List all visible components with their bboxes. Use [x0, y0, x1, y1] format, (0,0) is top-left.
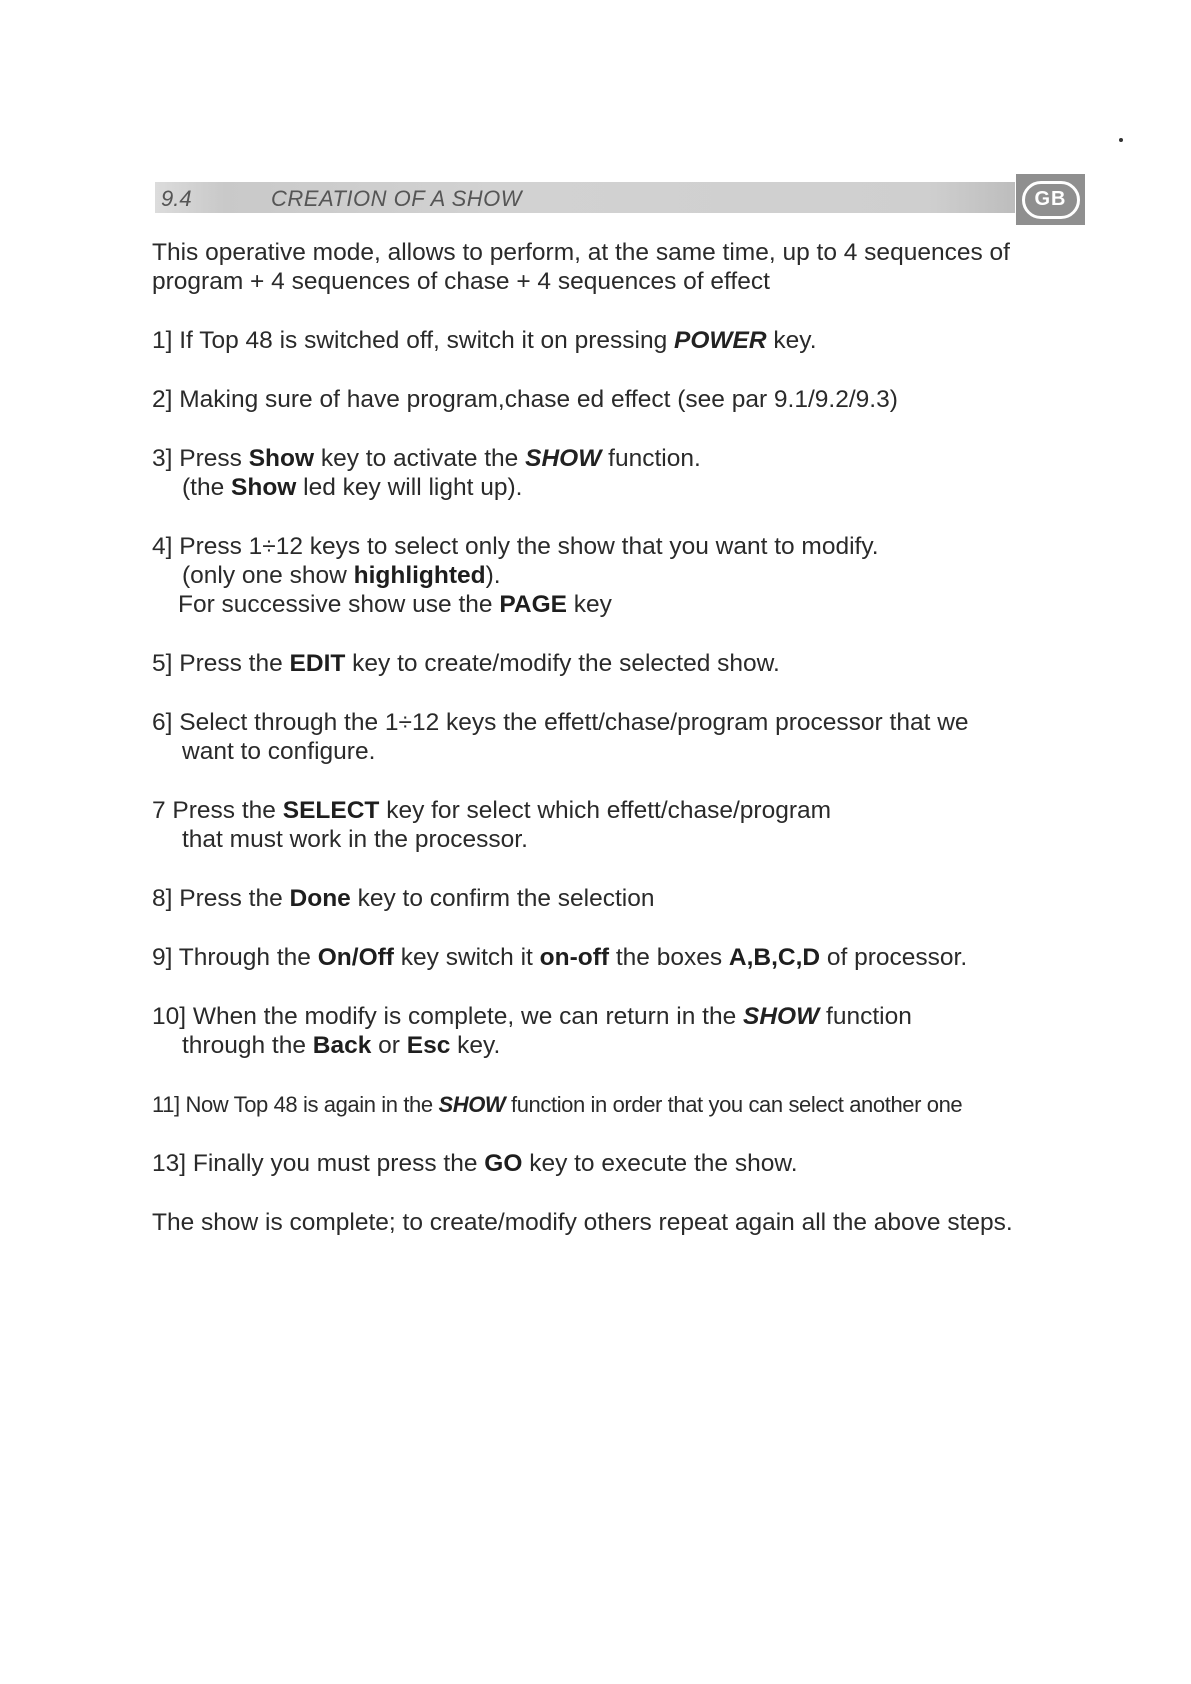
show-function-ref-2: SHOW [743, 1003, 820, 1030]
boxes-ref: A,B,C,D [728, 944, 821, 971]
step-5-text-end: key to create/modify the selected show. [345, 650, 780, 677]
power-key-ref: POWER [674, 327, 767, 354]
show-key-ref: Show [248, 445, 315, 472]
step-7-text-mid: key for select which effett/chase/program [379, 797, 832, 824]
step-7-text: 7 Press the [152, 797, 283, 824]
step-11 [152, 1090, 1082, 1119]
step-4-page-note [152, 590, 1082, 619]
step-7-text-cont: that must work in the processor. [182, 826, 528, 853]
edit-key-ref: EDIT [289, 650, 346, 677]
step-10-note-mid: or [371, 1032, 407, 1059]
step-9-text: 9] Through the [152, 944, 318, 971]
step-8-text: 8] Press the [152, 885, 290, 912]
step-10-note [152, 1031, 1082, 1060]
page-key-ref: PAGE [499, 591, 567, 618]
intro-paragraph: This operative mode, allows to perform, at the same time, up to 4 sequences of program + 4 sequences of chase + 4 sequences of effect [152, 239, 1010, 295]
step-9 [152, 943, 1082, 972]
closing-paragraph: The show is complete; to create/modify others repeat again all the above steps. [152, 1209, 1013, 1236]
step-13-text-end: key to execute the show. [522, 1150, 798, 1177]
show-function-ref: SHOW [525, 445, 602, 472]
step-4-text: 4] Press 1÷12 keys to select only the show that you want to modify. [152, 533, 879, 560]
step-4 [152, 532, 1082, 619]
select-key-ref: SELECT [282, 797, 380, 824]
step-13 [152, 1149, 1082, 1178]
step-8 [152, 884, 1082, 913]
language-badge [1016, 174, 1085, 225]
step-10-note-start: through the [182, 1032, 313, 1059]
step-13-text: 13] Finally you must press the [152, 1150, 485, 1177]
step-4-note [152, 561, 1082, 590]
step-1-text-end: key. [766, 327, 817, 354]
step-2 [152, 385, 1082, 414]
step-9-text-mid2: the boxes [609, 944, 729, 971]
step-8-text-end: key to confirm the selection [350, 885, 655, 912]
step-2-text: 2] Making sure of have program,chase ed effect (see par 9.1/9.2/9.3) [152, 386, 898, 413]
step-5-text: 5] Press the [152, 650, 290, 677]
step-7 [152, 796, 1082, 854]
esc-key-ref: Esc [406, 1032, 451, 1059]
speck-mark [1119, 138, 1123, 142]
step-6 [152, 708, 1082, 766]
step-4-page-start: For successive show use the [178, 591, 500, 618]
section-title: CREATION OF A SHOW [271, 186, 523, 211]
onoff-key-ref: On/Off [317, 944, 394, 971]
step-10-text: 10] When the modify is complete, we can return in the [152, 1003, 744, 1030]
step-4-note-end: ). [485, 562, 501, 589]
step-10-note-end: key. [450, 1032, 501, 1059]
step-11-text-end: function in order that you can select another one [505, 1092, 963, 1117]
step-10-text-end: function [819, 1003, 912, 1030]
go-key-ref: GO [484, 1150, 523, 1177]
step-1 [152, 326, 1082, 355]
step-6-text-cont: want to configure. [182, 738, 376, 765]
step-3-text: 3] Press [152, 445, 249, 472]
step-9-text-mid: key switch it [393, 944, 540, 971]
step-3-text-mid: key to activate the [314, 445, 526, 472]
step-9-text-end: of processor. [820, 944, 968, 971]
language-badge-label: GB [1022, 181, 1080, 219]
step-3-note-start: (the [182, 474, 232, 501]
step-11-text: 11] Now Top 48 is again in the [152, 1092, 439, 1117]
step-10 [152, 1002, 1082, 1060]
section-header [155, 182, 1005, 226]
step-5 [152, 649, 1082, 678]
step-4-page-end: key [566, 591, 612, 618]
body-content [152, 238, 1082, 1237]
done-key-ref: Done [289, 885, 351, 912]
step-3-note [152, 473, 1082, 502]
step-3-note-end: led key will light up). [296, 474, 523, 501]
section-number: 9.4 [161, 186, 192, 211]
on-off-ref: on-off [539, 944, 610, 971]
step-3 [152, 444, 1082, 502]
step-4-note-start: (only one show [182, 562, 354, 589]
step-3-text-end: function. [601, 445, 701, 472]
show-function-ref-3: SHOW [438, 1092, 506, 1117]
step-6-text: 6] Select through the 1÷12 keys the effett/chase/program processor that we [152, 709, 969, 736]
highlighted-ref: highlighted [353, 562, 486, 589]
back-key-ref: Back [312, 1032, 372, 1059]
step-1-text: 1] If Top 48 is switched off, switch it on pressing [152, 327, 675, 354]
show-led-ref: Show [231, 474, 297, 501]
